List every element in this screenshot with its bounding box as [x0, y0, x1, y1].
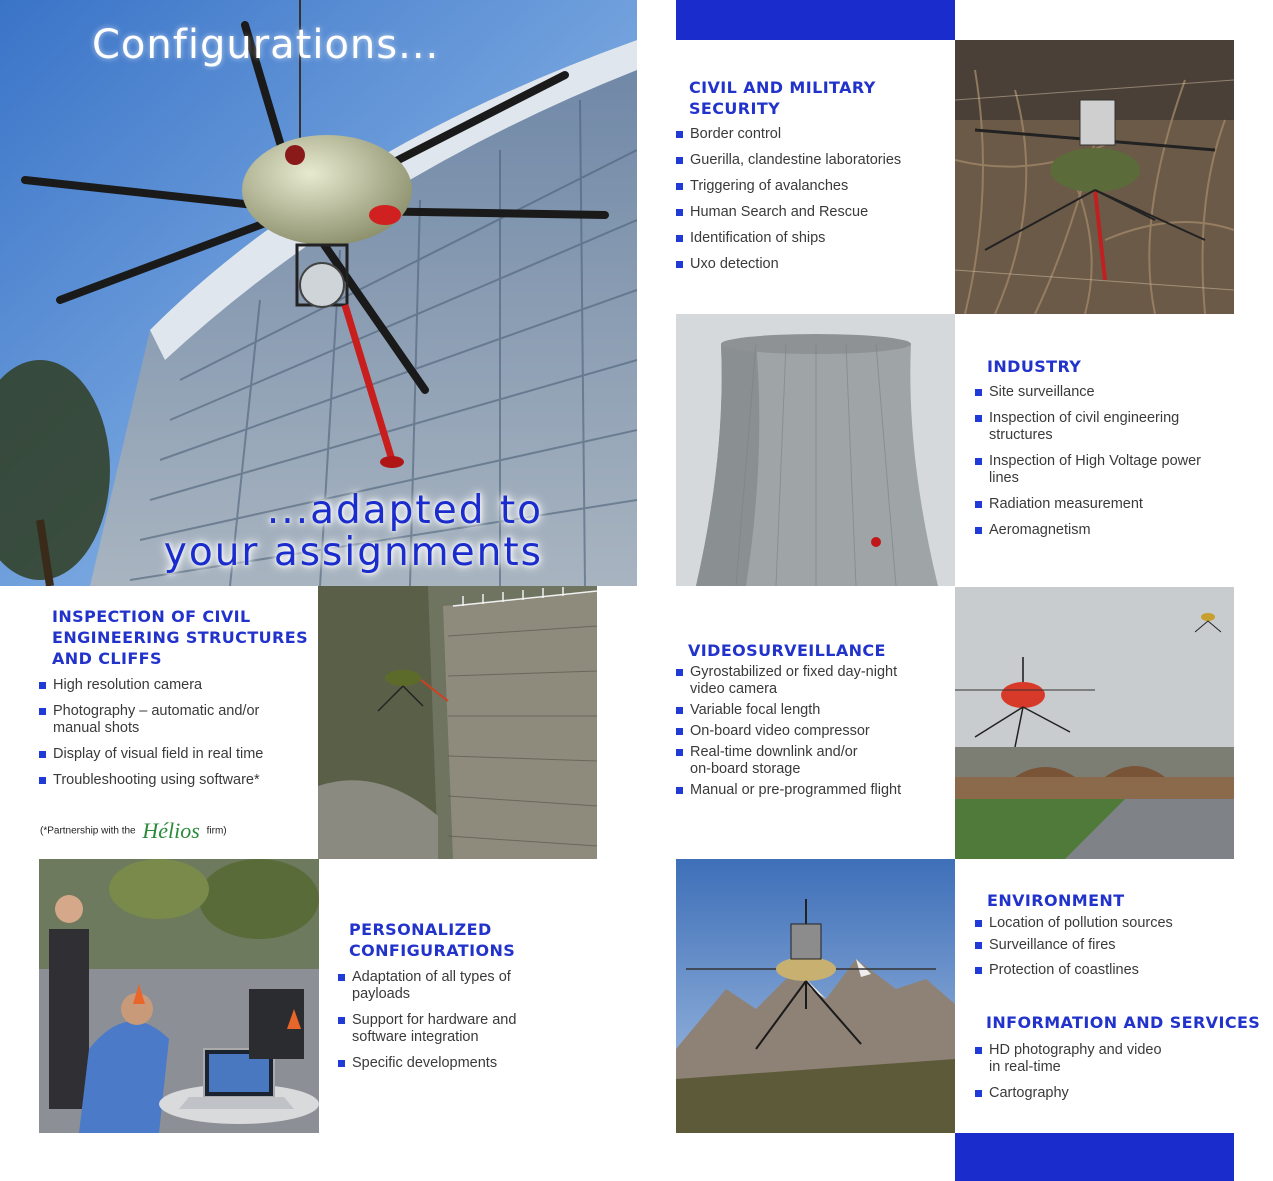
environment-photo — [676, 859, 955, 1133]
list-item: Display of visual field in real time — [39, 746, 299, 763]
partnership-note — [40, 818, 227, 844]
hero-subtitle-line2: your assignments — [163, 530, 543, 575]
helios-logo: Hélios — [142, 818, 200, 843]
list-item: Radiation measurement — [975, 496, 1225, 513]
cliff-wall-illustration — [318, 586, 597, 859]
environment-heading: ENVIRONMENT — [987, 891, 1125, 910]
bottom-accent-bar — [955, 1133, 1234, 1181]
video-list — [676, 664, 941, 799]
list-item: Inspection of High Voltage power lines — [975, 453, 1225, 487]
video-heading: VIDEOSURVEILLANCE — [688, 641, 886, 660]
mountain-drone-illustration — [676, 859, 955, 1133]
list-item: Border control — [676, 126, 946, 143]
information-list — [975, 1042, 1195, 1102]
list-item: Cartography — [975, 1085, 1195, 1102]
list-item: Gyrostabilized or fixed day-night video camera — [676, 664, 941, 698]
list-item: Manual or pre-programmed flight — [676, 782, 941, 799]
operators-illustration — [39, 859, 319, 1133]
list-item: High resolution camera — [39, 677, 299, 694]
personalized-list — [338, 969, 538, 1072]
security-heading: CIVIL AND MILITARY SECURITY — [689, 78, 876, 118]
security-drone-illustration — [955, 40, 1234, 314]
cooling-tower-illustration — [676, 314, 955, 586]
list-item: Triggering of avalanches — [676, 178, 946, 195]
video-photo — [955, 587, 1234, 859]
list-item: Variable focal length — [676, 702, 941, 719]
industry-list — [975, 384, 1225, 539]
hero-title: Configurations... — [92, 22, 440, 68]
inspection-photo — [318, 586, 597, 859]
security-photo — [955, 40, 1234, 314]
partnership-prefix: (*Partnership with the — [40, 825, 136, 837]
security-list — [676, 126, 946, 273]
list-item: Identification of ships — [676, 230, 946, 247]
environment-list — [975, 915, 1225, 979]
list-item: Site surveillance — [975, 384, 1225, 401]
operators-photo — [39, 859, 319, 1133]
list-item: Specific developments — [338, 1055, 538, 1072]
list-item: On-board video compressor — [676, 723, 941, 740]
list-item: Inspection of civil engineering structures — [975, 410, 1225, 444]
list-item: Uxo detection — [676, 256, 946, 273]
list-item: Protection of coastlines — [975, 962, 1225, 979]
list-item: Human Search and Rescue — [676, 204, 946, 221]
list-item: HD photography and video in real-time — [975, 1042, 1195, 1076]
airfield-drones-illustration — [955, 587, 1234, 859]
list-item: Real-time downlink and/or on-board storage — [676, 744, 941, 778]
top-accent-bar — [676, 0, 955, 40]
hero-subtitle-line1: ...adapted to — [266, 488, 543, 533]
inspection-list — [39, 677, 299, 789]
information-heading: INFORMATION AND SERVICES — [986, 1013, 1261, 1032]
list-item: Support for hardware and software integration — [338, 1012, 538, 1046]
list-item: Troubleshooting using software* — [39, 772, 299, 789]
personalized-heading: PERSONALIZED CONFIGURATIONS — [349, 920, 516, 960]
list-item: Aeromagnetism — [975, 522, 1225, 539]
list-item: Location of pollution sources — [975, 915, 1225, 932]
list-item: Photography – automatic and/or manual shots — [39, 703, 299, 737]
industry-heading: INDUSTRY — [987, 357, 1082, 376]
industry-photo — [676, 314, 955, 586]
partnership-suffix: firm) — [206, 825, 227, 837]
list-item: Surveillance of fires — [975, 937, 1225, 954]
list-item: Guerilla, clandestine laboratories — [676, 152, 946, 169]
list-item: Adaptation of all types of payloads — [338, 969, 538, 1003]
inspection-heading: INSPECTION OF CIVIL ENGINEERING STRUCTURES AND CLIFFS — [52, 607, 308, 668]
